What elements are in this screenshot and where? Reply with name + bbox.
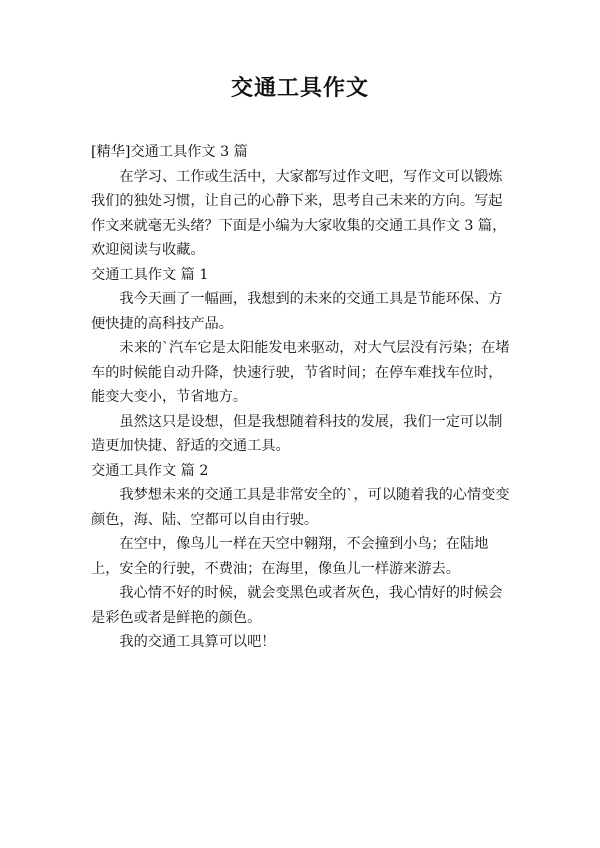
document-title: 交通工具作文 [230, 76, 369, 101]
section-2-heading: 交通工具作文 篇 2 [91, 462, 209, 479]
section-2-paragraph-2: 在空中，像鸟儿一样在天空中翱翔，不会撞到小鸟；在陆地上，安全的行驶，不费油；在海里，像鱼儿一样游来游去。 [91, 536, 489, 577]
section-2-paragraph-3: 我心情不好的时候，就会变黑色或者灰色，我心情好的时候会是彩色或者是鲜艳的颜色。 [91, 585, 503, 626]
document-body [91, 140, 513, 655]
section-1-paragraph-3: 虽然这只是设想，但是我想随着科技的发展，我们一定可以制造更加快捷、舒适的交通工具。 [91, 413, 503, 454]
section-1-heading: 交通工具作文 篇 1 [91, 266, 209, 283]
intro-heading: [精华]交通工具作文 3 篇 [91, 144, 248, 160]
intro-paragraph: 在学习、工作或生活中，大家都写过作文吧，写作文可以锻炼我们的独处习惯，让自己的心静下来，思考自己未来的方向。写起作文来就毫无头绪？下面是小编为大家收集的交通工具作文 3 篇，欢迎阅读与收藏。 [91, 168, 507, 258]
section-1-paragraph-2: 未来的`汽车它是太阳能发电来驱动，对大气层没有污染；在堵车的时候能自动升降，快速行驶，节省时间；在停车难找车位时，能变大变小，节省地方。 [91, 340, 510, 405]
section-2-paragraph-4: 我的交通工具算可以吧！ [119, 634, 276, 650]
section-1-paragraph-1: 我今天画了一幅画，我想到的未来的交通工具是节能环保、方便快捷的高科技产品。 [91, 291, 503, 332]
section-2-paragraph-1: 我梦想未来的交通工具是非常安全的`，可以随着我的心情变变颜色，海、陆、空都可以自由行驶。 [91, 487, 510, 528]
